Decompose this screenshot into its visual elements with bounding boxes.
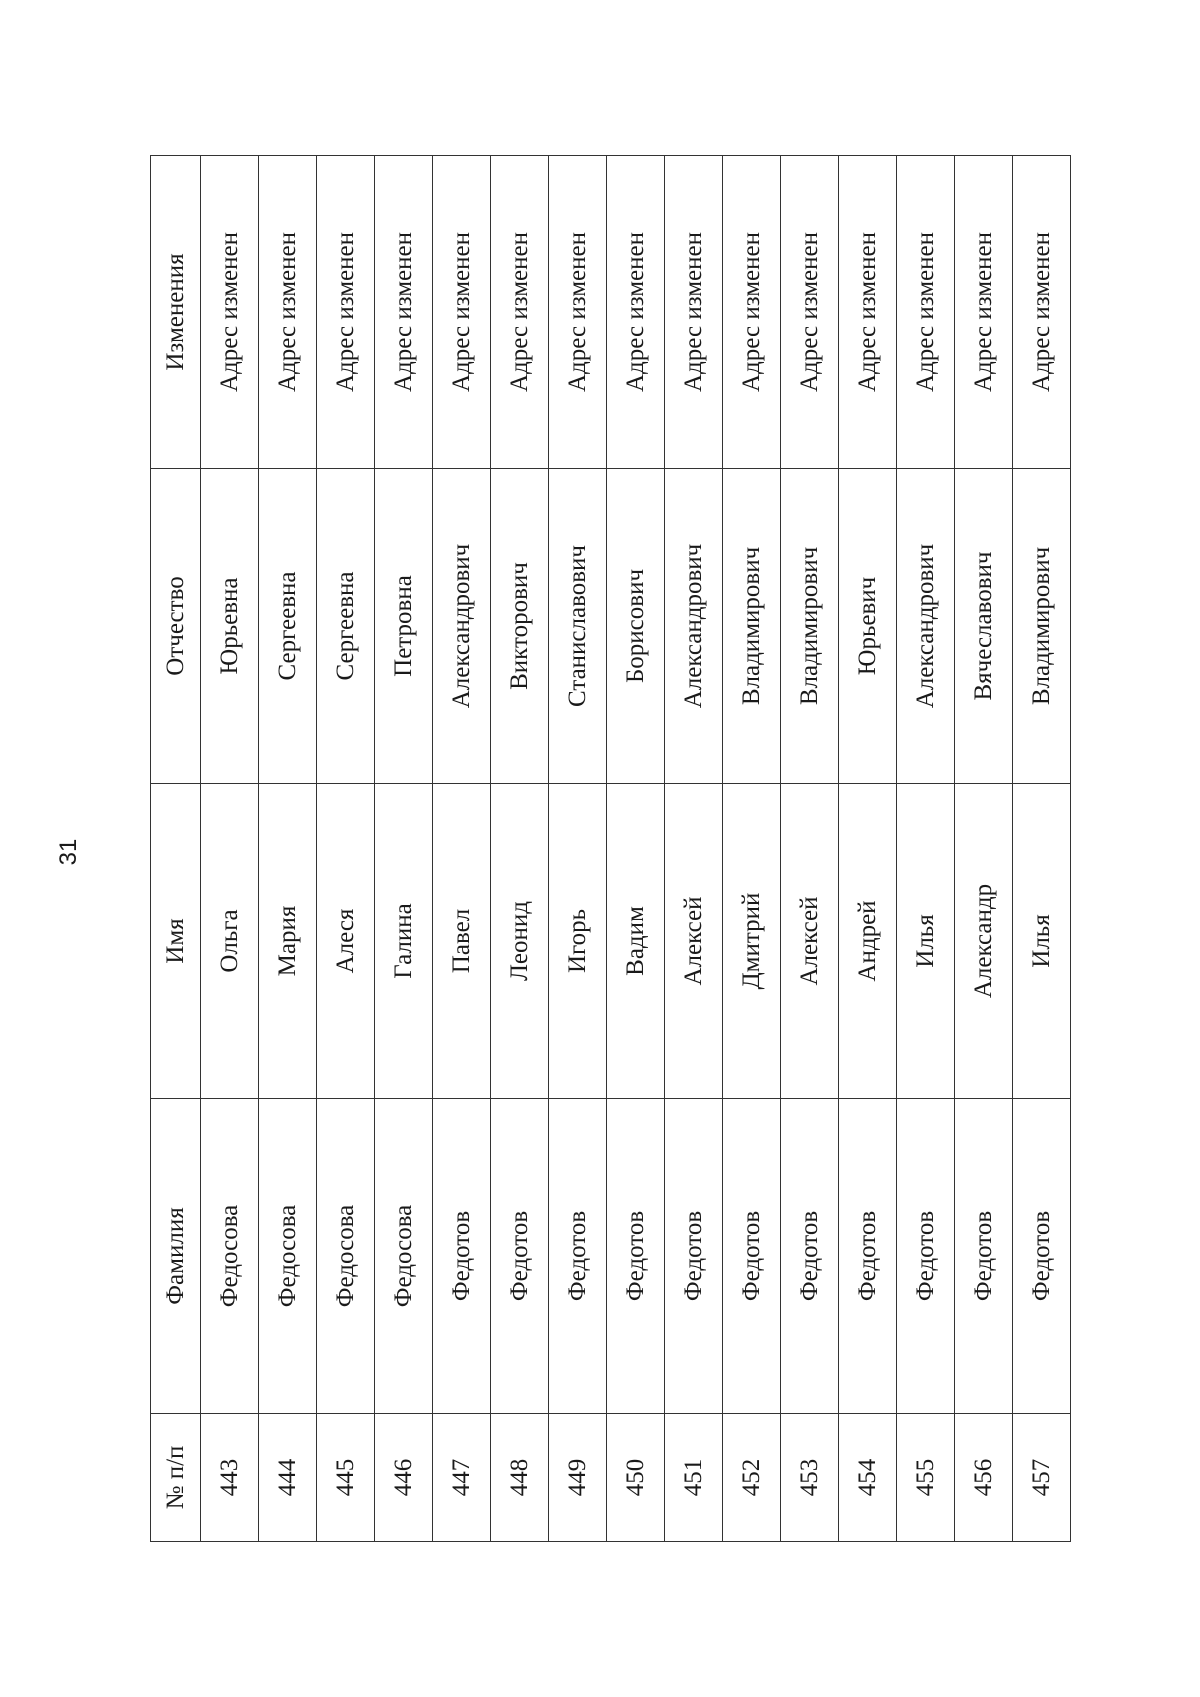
cell-last-name: Федотов	[781, 1099, 839, 1414]
table-row	[375, 156, 433, 1542]
cell-first-name: Илья	[897, 784, 955, 1099]
cell-num: 443	[201, 1414, 259, 1542]
table-header-row	[151, 156, 201, 1542]
table-row	[607, 156, 665, 1542]
cell-patronymic: Владимирович	[723, 469, 781, 784]
table-row	[955, 156, 1013, 1542]
cell-last-name: Федотов	[607, 1099, 665, 1414]
cell-num: 444	[259, 1414, 317, 1542]
cell-changes: Адрес изменен	[259, 156, 317, 469]
cell-num: 453	[781, 1414, 839, 1542]
page-number: 31	[55, 838, 82, 866]
table-row	[433, 156, 491, 1542]
cell-changes: Адрес изменен	[1013, 156, 1071, 469]
cell-first-name: Ольга	[201, 784, 259, 1099]
cell-last-name: Федотов	[897, 1099, 955, 1414]
header-num: № п/п	[151, 1414, 201, 1542]
table-row	[665, 156, 723, 1542]
table-row	[897, 156, 955, 1542]
cell-last-name: Федосова	[375, 1099, 433, 1414]
cell-patronymic: Александрович	[665, 469, 723, 784]
cell-patronymic: Александрович	[433, 469, 491, 784]
cell-last-name: Федотов	[549, 1099, 607, 1414]
cell-num: 446	[375, 1414, 433, 1542]
cell-last-name: Федосова	[259, 1099, 317, 1414]
cell-patronymic: Владимирович	[1013, 469, 1071, 784]
cell-patronymic: Станиславович	[549, 469, 607, 784]
cell-last-name: Федосова	[201, 1099, 259, 1414]
cell-last-name: Федотов	[955, 1099, 1013, 1414]
cell-changes: Адрес изменен	[201, 156, 259, 469]
registry-table	[150, 155, 1071, 1542]
cell-num: 457	[1013, 1414, 1071, 1542]
cell-patronymic: Сергеевна	[259, 469, 317, 784]
table-row	[491, 156, 549, 1542]
cell-first-name: Леонид	[491, 784, 549, 1099]
cell-changes: Адрес изменен	[607, 156, 665, 469]
header-patronymic: Отчество	[151, 469, 201, 784]
table-row	[781, 156, 839, 1542]
table-row	[259, 156, 317, 1542]
cell-last-name: Федотов	[433, 1099, 491, 1414]
cell-changes: Адрес изменен	[433, 156, 491, 469]
cell-last-name: Федотов	[665, 1099, 723, 1414]
cell-changes: Адрес изменен	[897, 156, 955, 469]
cell-patronymic: Борисович	[607, 469, 665, 784]
cell-first-name: Алексей	[781, 784, 839, 1099]
cell-changes: Адрес изменен	[723, 156, 781, 469]
cell-num: 449	[549, 1414, 607, 1542]
cell-changes: Адрес изменен	[375, 156, 433, 469]
cell-changes: Адрес изменен	[549, 156, 607, 469]
cell-first-name: Мария	[259, 784, 317, 1099]
table-row	[549, 156, 607, 1542]
cell-first-name: Вадим	[607, 784, 665, 1099]
cell-last-name: Федосова	[317, 1099, 375, 1414]
cell-num: 450	[607, 1414, 665, 1542]
cell-first-name: Галина	[375, 784, 433, 1099]
cell-num: 447	[433, 1414, 491, 1542]
cell-patronymic: Юрьевич	[839, 469, 897, 784]
cell-num: 455	[897, 1414, 955, 1542]
cell-patronymic: Александрович	[897, 469, 955, 784]
cell-num: 445	[317, 1414, 375, 1542]
cell-first-name: Андрей	[839, 784, 897, 1099]
cell-num: 452	[723, 1414, 781, 1542]
cell-last-name: Федотов	[723, 1099, 781, 1414]
cell-patronymic: Владимирович	[781, 469, 839, 784]
header-last-name: Фамилия	[151, 1099, 201, 1414]
cell-changes: Адрес изменен	[665, 156, 723, 469]
table-row	[839, 156, 897, 1542]
cell-first-name: Игорь	[549, 784, 607, 1099]
registry-table-container	[150, 156, 1070, 1542]
cell-first-name: Алексей	[665, 784, 723, 1099]
cell-last-name: Федотов	[491, 1099, 549, 1414]
cell-first-name: Алеся	[317, 784, 375, 1099]
cell-first-name: Дмитрий	[723, 784, 781, 1099]
cell-first-name: Илья	[1013, 784, 1071, 1099]
cell-num: 456	[955, 1414, 1013, 1542]
header-changes: Изменения	[151, 156, 201, 469]
cell-num: 454	[839, 1414, 897, 1542]
cell-last-name: Федотов	[839, 1099, 897, 1414]
table-row	[317, 156, 375, 1542]
table-row	[201, 156, 259, 1542]
cell-changes: Адрес изменен	[839, 156, 897, 469]
header-first-name: Имя	[151, 784, 201, 1099]
cell-changes: Адрес изменен	[781, 156, 839, 469]
cell-patronymic: Юрьевна	[201, 469, 259, 784]
table-row	[1013, 156, 1071, 1542]
cell-patronymic: Сергеевна	[317, 469, 375, 784]
cell-patronymic: Вячеславович	[955, 469, 1013, 784]
cell-patronymic: Петровна	[375, 469, 433, 784]
cell-num: 451	[665, 1414, 723, 1542]
cell-last-name: Федотов	[1013, 1099, 1071, 1414]
cell-num: 448	[491, 1414, 549, 1542]
cell-first-name: Павел	[433, 784, 491, 1099]
cell-changes: Адрес изменен	[955, 156, 1013, 469]
cell-first-name: Александр	[955, 784, 1013, 1099]
table-row	[723, 156, 781, 1542]
cell-changes: Адрес изменен	[317, 156, 375, 469]
cell-changes: Адрес изменен	[491, 156, 549, 469]
cell-patronymic: Викторович	[491, 469, 549, 784]
